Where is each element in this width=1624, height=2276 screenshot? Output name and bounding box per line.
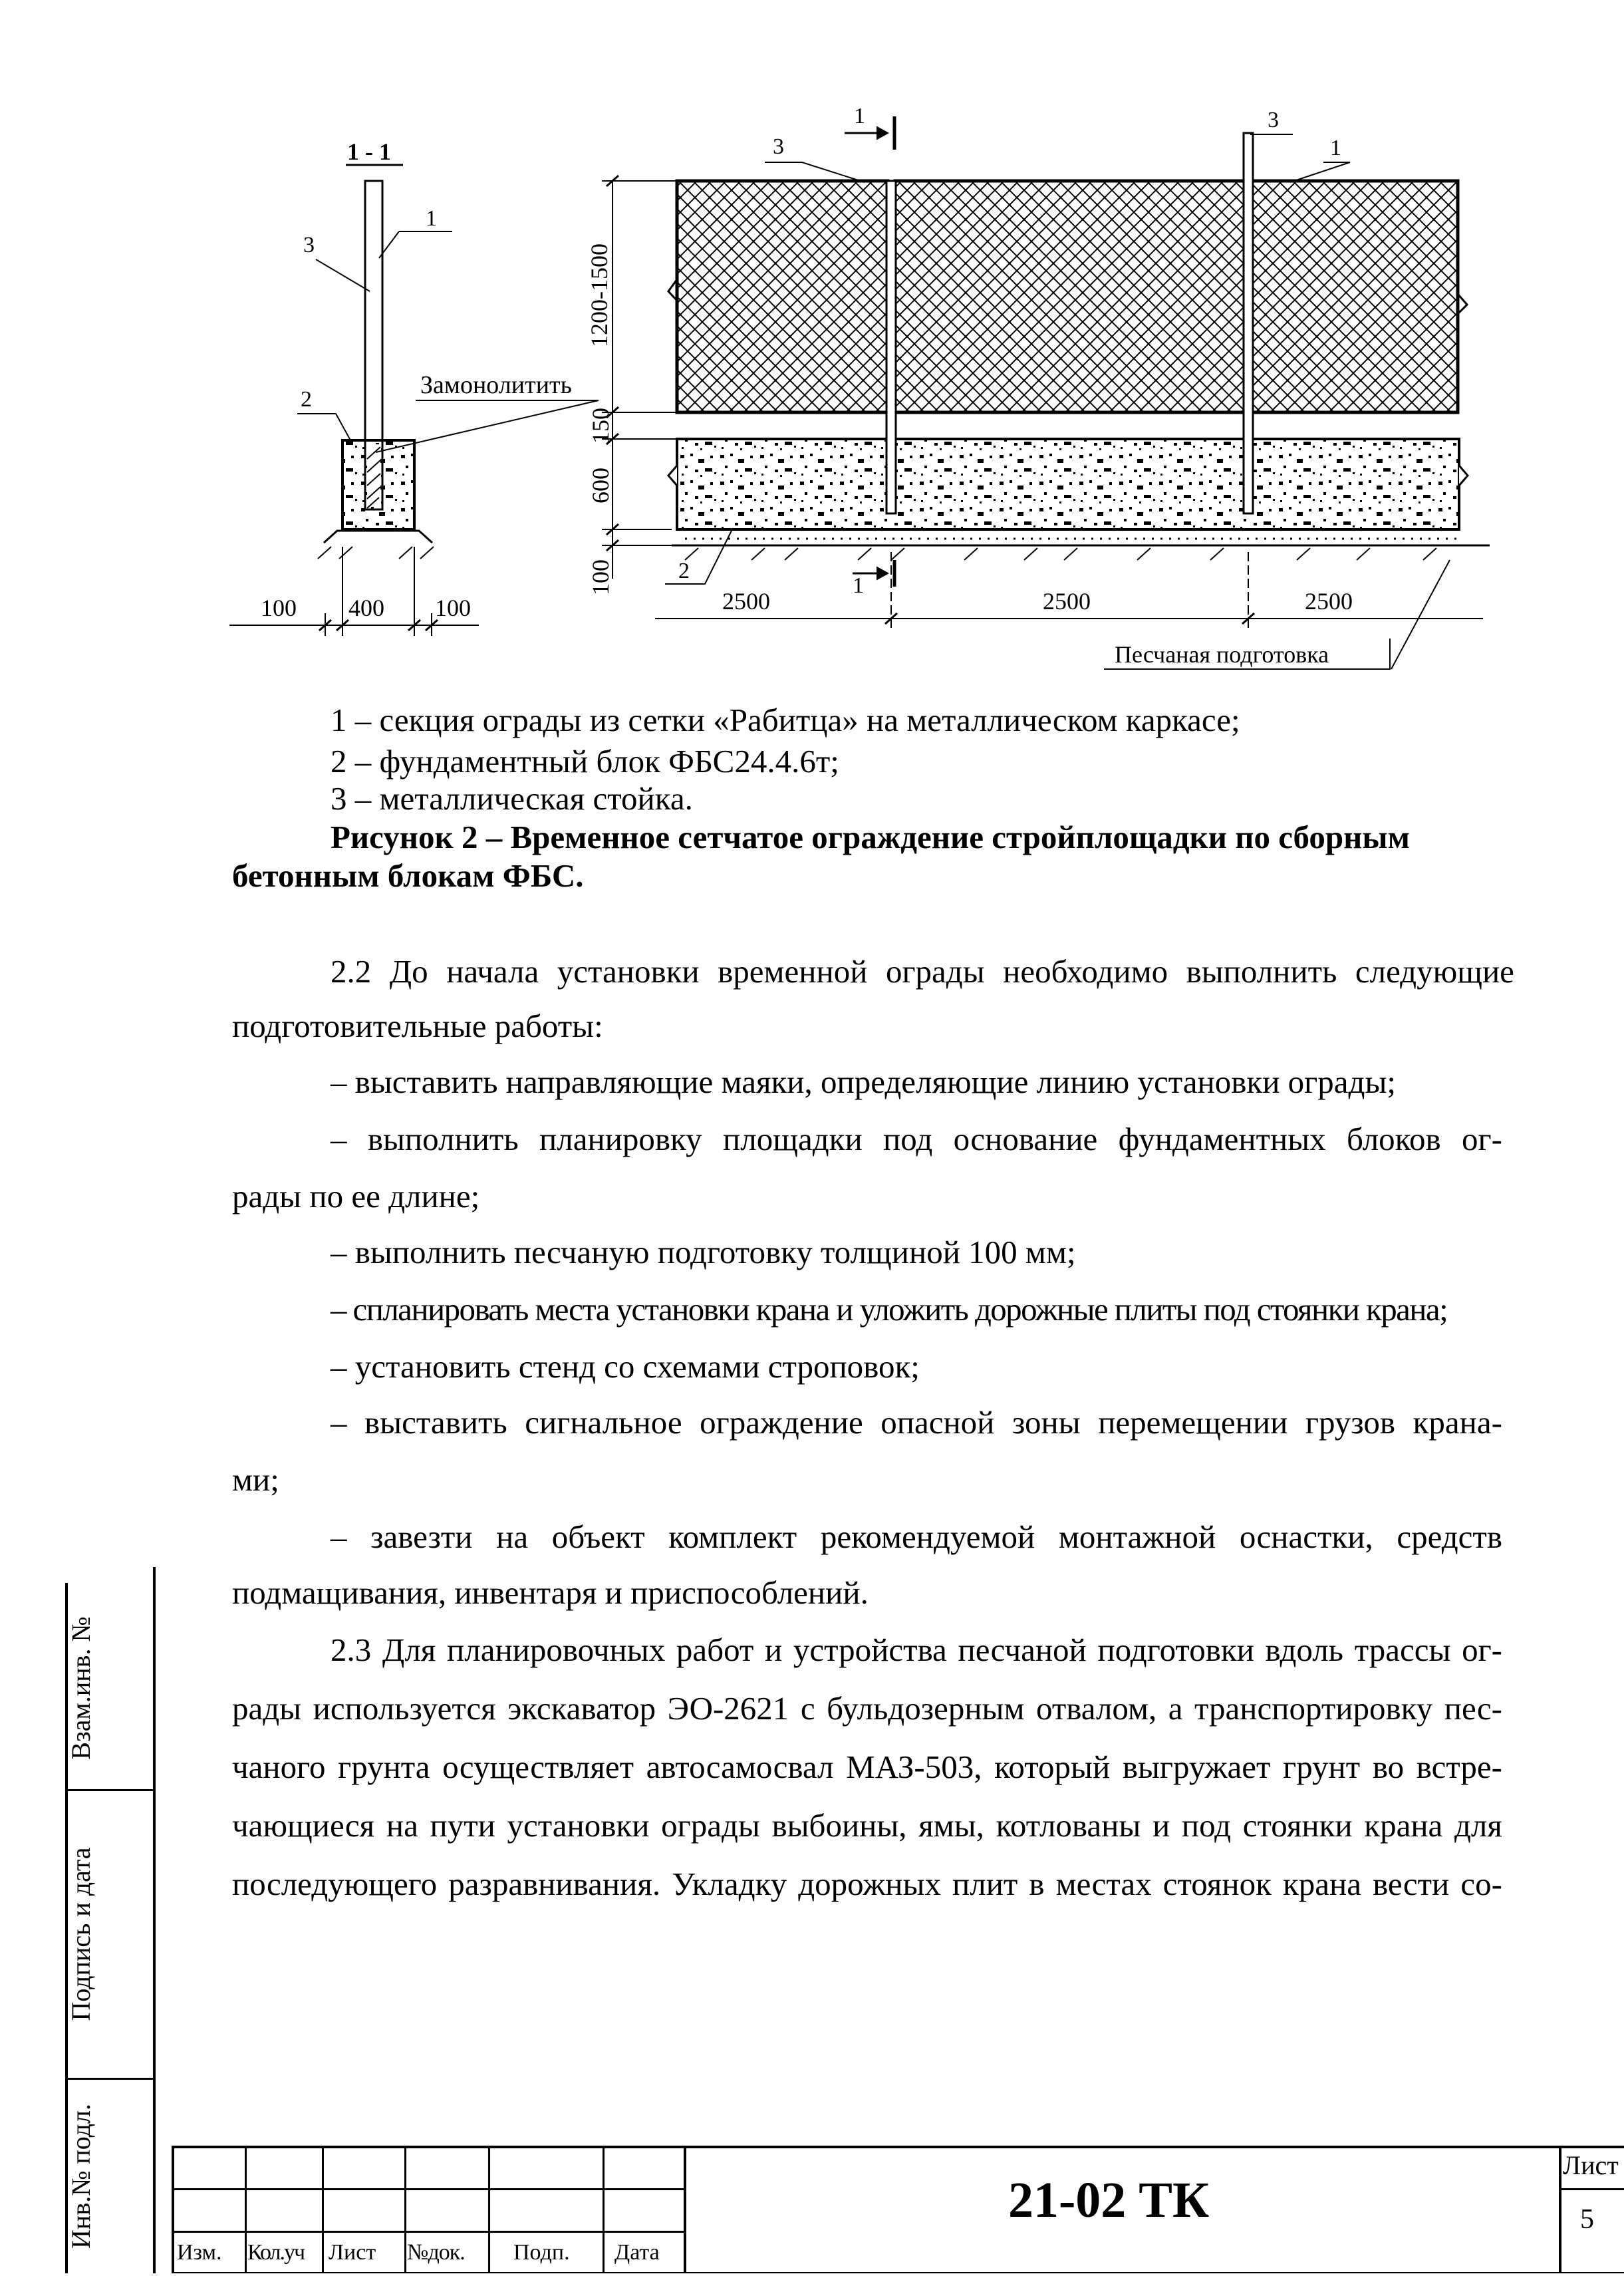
list-item-1: – выставить направляющие маяки, определяющие линию установки ограды; bbox=[331, 1064, 1396, 1100]
col-podp: Подп. bbox=[513, 2240, 570, 2265]
list-item-3: – выполнить песчаную подготовку толщиной 100 мм; bbox=[331, 1234, 1076, 1270]
fence-drawing bbox=[0, 0, 1624, 692]
list-item-7-line2: подмащивания, инвентаря и приспособлений. bbox=[232, 1574, 869, 1611]
legend-item-3: 3 – металлическая стойка. bbox=[331, 780, 693, 817]
para-2-3-line4: чающиеся на пути установки ограды выбоины, ямы, котлованы и под стоянки крана для bbox=[232, 1807, 1502, 1844]
dim-span-1: 2500 bbox=[722, 588, 770, 615]
col-data: Дата bbox=[614, 2240, 660, 2265]
list-item-5: – установить стенд со схемами строповок; bbox=[331, 1348, 920, 1385]
callout-2-elev: 2 bbox=[678, 559, 690, 583]
figure-caption-line2: бетонным блокам ФБС. bbox=[232, 857, 584, 894]
stamp-vzam-inv: Взам.инв. № bbox=[66, 1616, 96, 1760]
sheet-label: Лист bbox=[1563, 2150, 1619, 2180]
list-item-2-line1: – выполнить планировку площадки под основание фундаментных блоков ог- bbox=[331, 1121, 1502, 1157]
monolith-note: Замонолитить bbox=[420, 371, 572, 399]
para-2-2-line2: подготовительные работы: bbox=[232, 1008, 603, 1044]
dim-width-left: 100 bbox=[261, 595, 297, 621]
dim-span-2: 2500 bbox=[1043, 588, 1091, 615]
callout-3-section: 3 bbox=[303, 233, 315, 257]
section-view bbox=[229, 165, 599, 636]
dim-height-gap: 150 bbox=[587, 408, 614, 444]
para-2-3-line2: рады используется экскаватор ЭО-2621 с бульдозерным отвалом, а транспортировку пес- bbox=[232, 1690, 1502, 1727]
col-ndok: №док. bbox=[407, 2240, 465, 2265]
document-code: 21-02 ТК bbox=[1008, 2172, 1210, 2228]
list-item-6-line2: ми; bbox=[232, 1461, 279, 1498]
cut-label-bottom: 1 bbox=[853, 573, 864, 598]
para-2-3-line1: 2.3 Для планировочных работ и устройства песчаной подготовки вдоль трассы ог- bbox=[331, 1632, 1502, 1668]
dim-span-3: 2500 bbox=[1305, 588, 1353, 615]
callout-1-elev: 1 bbox=[1330, 136, 1341, 160]
legend-item-2: 2 – фундаментный блок ФБС24.4.6т; bbox=[331, 743, 839, 780]
sheet-number: 5 bbox=[1580, 2204, 1594, 2235]
list-item-4: – спланировать места установки крана и уложить дорожные плиты под стоянки крана; bbox=[331, 1291, 1448, 1328]
dim-width-right: 100 bbox=[435, 595, 471, 621]
para-2-2-line1: 2.2 До начала установки временной ограды необходимо выполнить следующие bbox=[331, 953, 1514, 990]
callout-3-elev-left: 3 bbox=[773, 134, 784, 159]
para-2-3-line5: последующего разравнивания. Укладку дорожных плит в местах стоянок крана вести со- bbox=[232, 1866, 1502, 1902]
list-item-7-line1: – завезти на объект комплект рекомендуемой монтажной оснастки, средств bbox=[331, 1518, 1502, 1555]
list-item-6-line1: – выставить сигнальное ограждение опасной зоны перемещении грузов крана- bbox=[331, 1404, 1502, 1441]
callout-1-section: 1 bbox=[426, 206, 437, 231]
section-label: 1 - 1 bbox=[347, 138, 391, 165]
dim-height-sand: 100 bbox=[587, 559, 614, 595]
col-izm: Изм. bbox=[177, 2240, 222, 2265]
figure-caption-line1: Рисунок 2 – Временное сетчатое ограждение стройплощадки по сборным bbox=[331, 819, 1411, 855]
col-list: Лист bbox=[329, 2240, 376, 2265]
dim-width-mid: 400 bbox=[348, 595, 384, 621]
col-kol-uch: Кол.уч bbox=[247, 2240, 305, 2265]
callout-3-elev-right: 3 bbox=[1268, 108, 1279, 132]
dim-height-block: 600 bbox=[587, 468, 614, 503]
sand-note: Песчаная подготовка bbox=[1115, 641, 1329, 668]
cut-label-top: 1 bbox=[854, 104, 865, 128]
legend-item-1: 1 – секция ограды из сетки «Рабитца» на металлическом каркасе; bbox=[331, 702, 1240, 738]
dim-height-mesh: 1200-1500 bbox=[586, 243, 612, 347]
para-2-3-line3: чаного грунта осуществляет автосамосвал МАЗ-503, который выгружает грунт во встре- bbox=[232, 1749, 1502, 1785]
stamp-inv-podl: Инв.№ подл. bbox=[66, 2104, 96, 2249]
elevation-view bbox=[602, 116, 1490, 669]
stamp-podpis-data: Подпись и дата bbox=[66, 1847, 96, 2021]
list-item-2-line2: рады по ее длине; bbox=[232, 1178, 480, 1214]
callout-2-section: 2 bbox=[301, 387, 312, 412]
